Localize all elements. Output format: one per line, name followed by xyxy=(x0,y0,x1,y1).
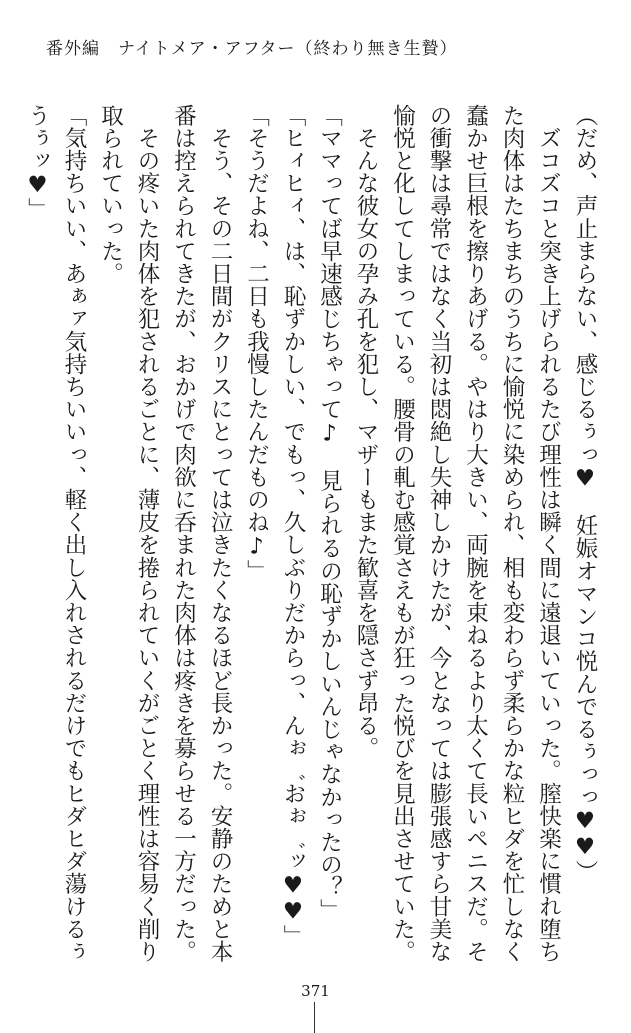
paragraph: そんな彼女の孕み孔を犯し、マザーもまた歓喜を隠さず昂る。 xyxy=(353,104,379,760)
paragraph: 「気持ちいい、あぁァ気持ちいいっ、軽く出し入れされるだけでもヒダヒダ蕩けるぅうぅッ♥」 xyxy=(24,104,87,963)
paragraph: 「ママってば早速感じちゃって♪ 見られるの恥ずかしいんじゃなかったの？」 xyxy=(316,104,343,922)
running-title: 番外編 ナイトメア・アフター（終わり無き生贄） xyxy=(46,39,458,59)
body-text xyxy=(19,104,603,974)
page-number-rule xyxy=(314,1002,315,1033)
paragraph: その疼いた肉体を犯されるごとに、薄皮を捲られていくがごとく理性は容易く削り取られていった。 xyxy=(97,104,160,963)
paragraph: ズコズコと突き上げられるたび理性は瞬く間に遠退いていった。膣快楽に慣れ堕ちた肉体はたちまちのうちに愉悦に染められ、相も変わらず柔らかな粒ヒダを忙しなく蠢かせ巨根を擦りあげる。やはり大きい、両腕を束ねるより太くて長いペニスだ。その衝撃は尋常ではなく当初は悶絶し失神しかけたが、今となっては膨張感すら甘美な愉悦と化してしまっている。腰骨の軋む感覚さえもが狂った悦びを見出させていた。 xyxy=(389,104,562,963)
paragraph: 「ヒィヒィ、は、恥ずかしい、でもっ、久しぶりだからっ、んぉ゛おぉ゛ッ♥♥」 xyxy=(280,104,306,948)
paragraph: （だめ、声止まらない、感じるぅっ♥ 妊娠オマンコ悦んでるぅっっ♥♥） xyxy=(572,104,598,883)
paragraph: 「そうだよね、二日も我慢したんだものね♪」 xyxy=(243,104,270,583)
paragraph: そう、その二日間がクリスにとっては泣きたくなるほど長かった。安静のためと本番は控えられてきたが、おかげで肉欲に呑まれた肉体は疼きを募らせる一方だった。 xyxy=(170,104,233,963)
page-number: 371 xyxy=(301,982,330,1000)
